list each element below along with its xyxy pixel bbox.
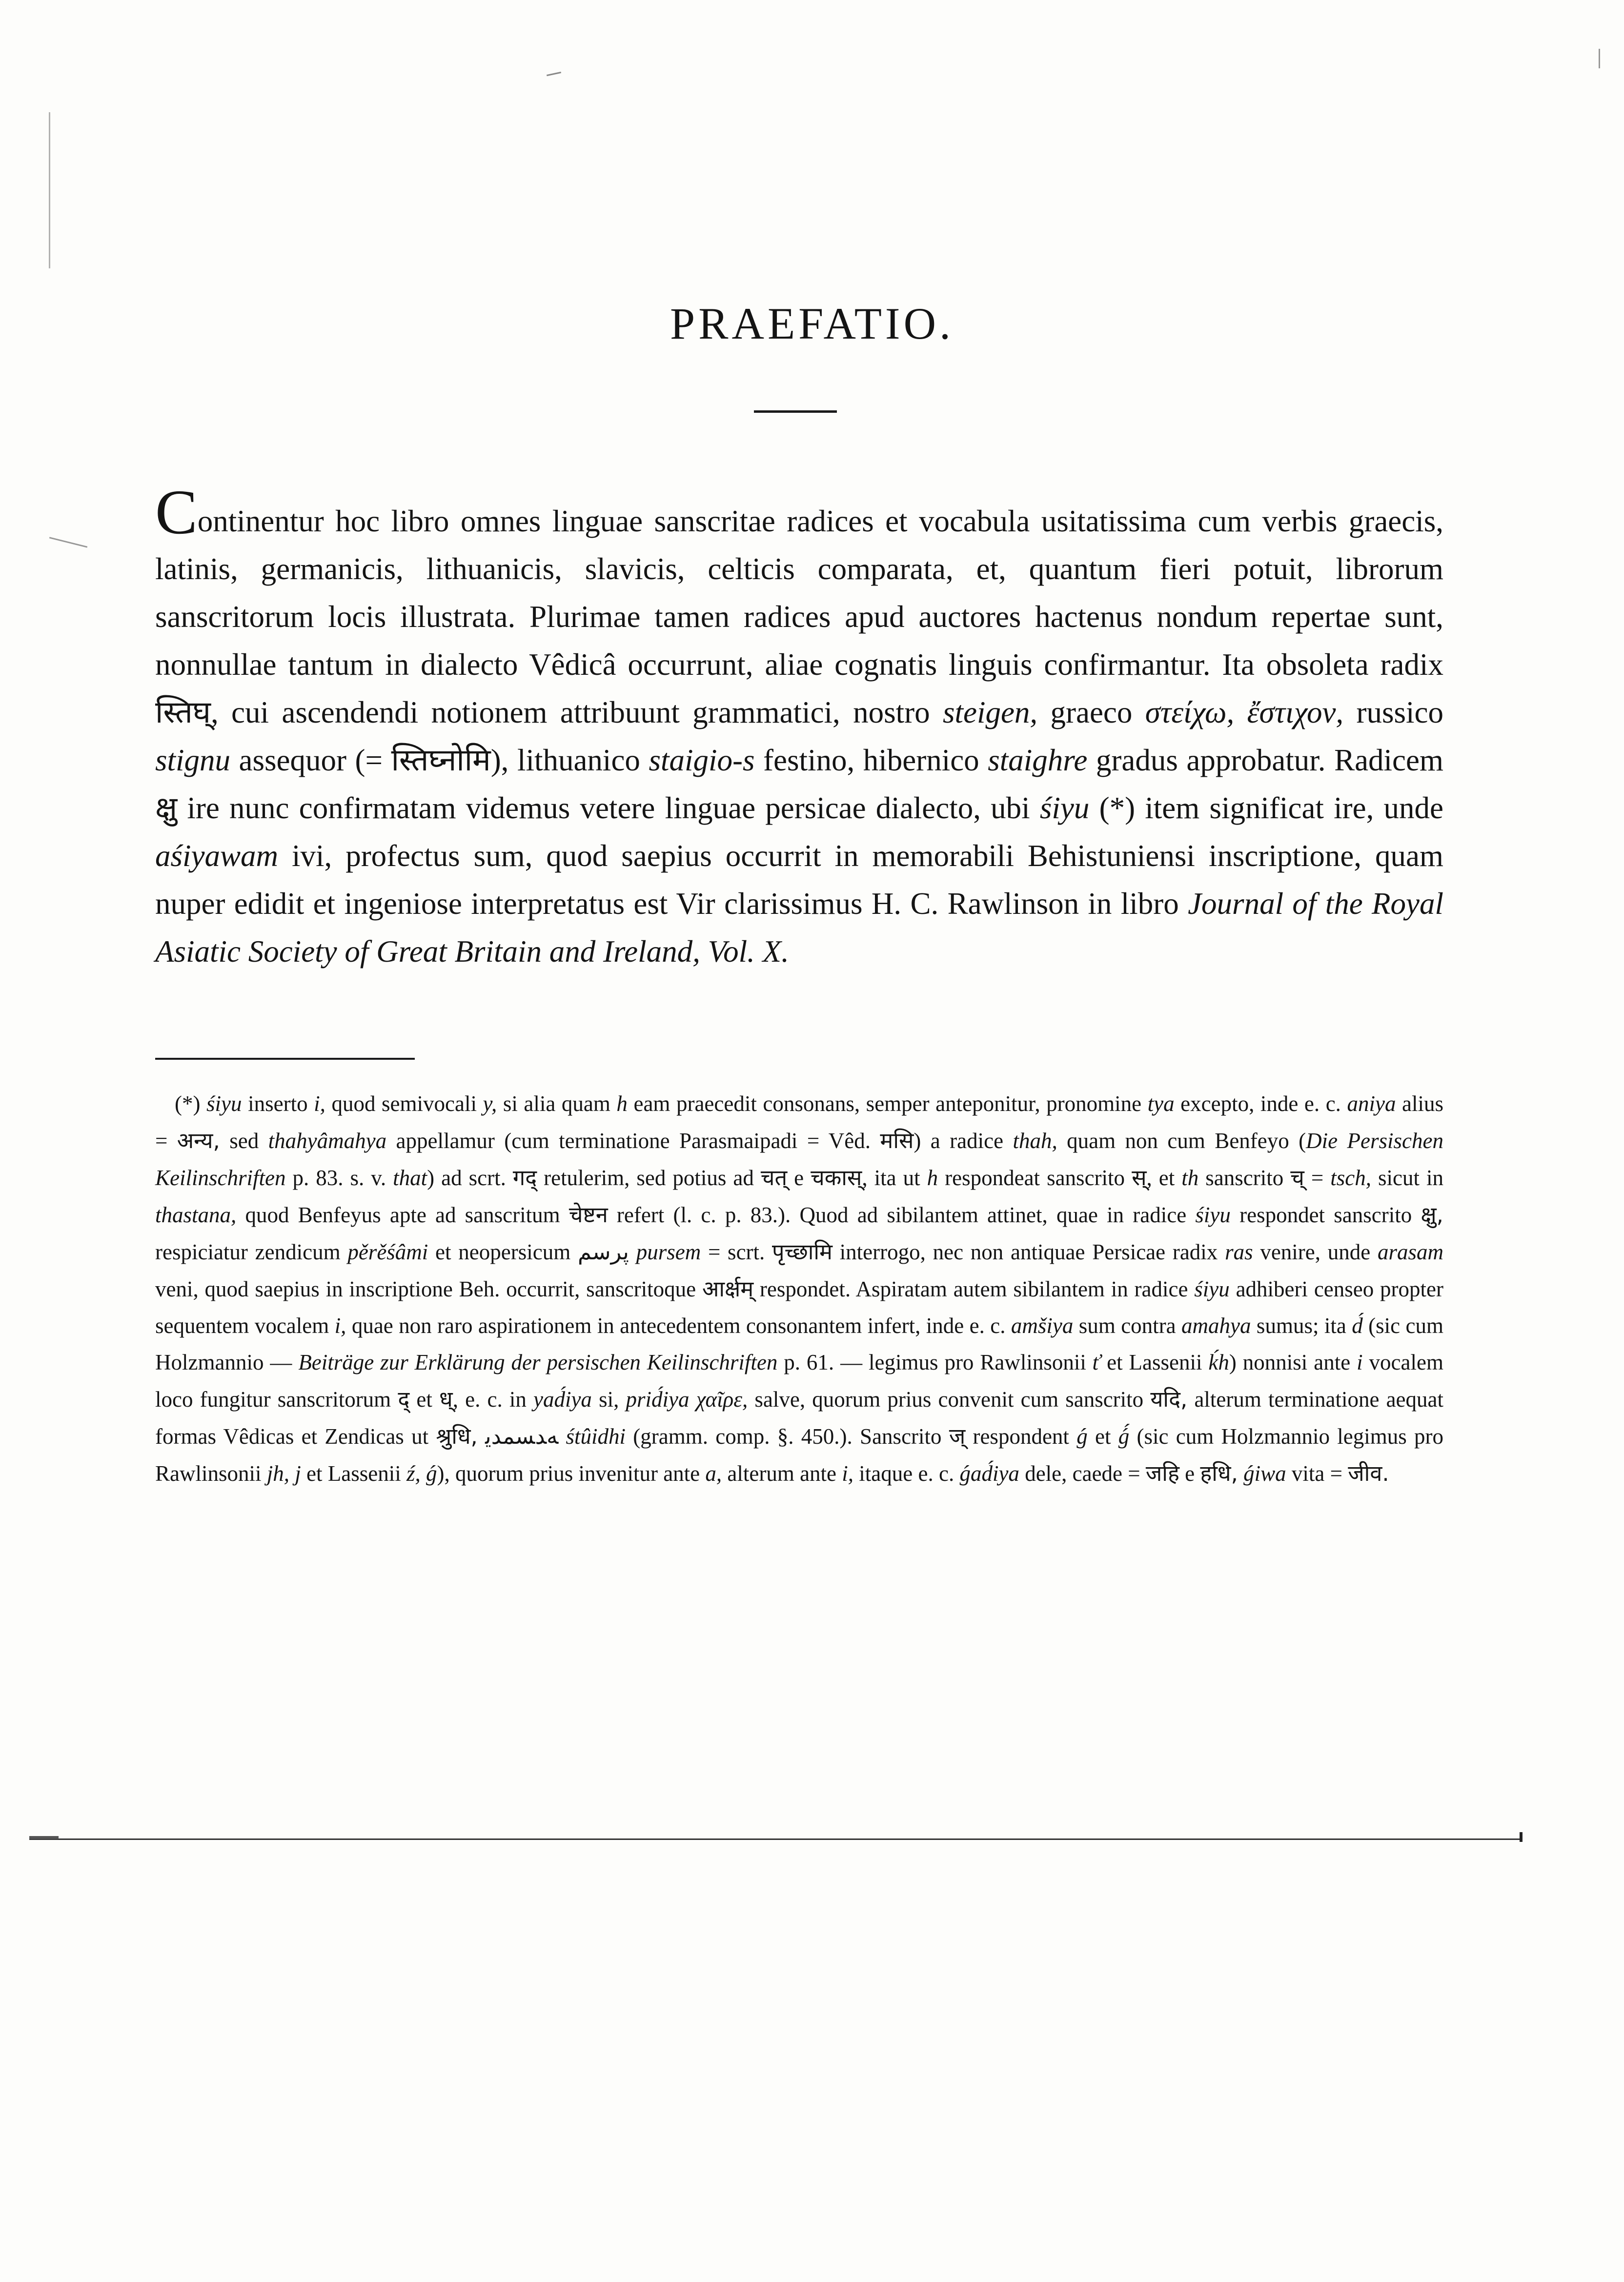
italic-word: steigen, (942, 695, 1038, 729)
page-title: PRAEFATIO. (670, 299, 954, 348)
drop-cap: C (155, 477, 198, 547)
sanskrit-word: गद् (512, 1165, 537, 1191)
italic-word: śiyu (1039, 791, 1090, 825)
title-divider (754, 410, 837, 413)
sanskrit-word: स् (1132, 1165, 1147, 1191)
sanskrit-word: जहि (1145, 1460, 1179, 1486)
sanskrit-word: मसि (880, 1128, 914, 1153)
sanskrit-word: क्षु, (1421, 1202, 1443, 1228)
scan-edge-mark (547, 72, 561, 76)
sanskrit-word: पृच्छामि (772, 1239, 832, 1265)
sanskrit-word: स्तिघ्नोमि (391, 742, 491, 778)
italic-word: stignu (155, 743, 231, 777)
page-bottom-rule (29, 1838, 1522, 1840)
preface-paragraph: Continentur hoc libro omnes linguae sanscritae radices et vocabula usitatissima cum verbis graecis, latinis, germanicis, lithuanicis, slavicis, celticis comparata, et, quantum fieri potuit, librorum sanscritorum locis illustrata. Plurimae tamen radices apud auctores hactenus nondum repertae sunt, nonnullae tantum in dialecto Vêdicâ occurrunt, aliae cognatis linguis confirmantur. Ita obsoleta radix स्तिघ्, cui ascendendi notionem attribuunt grammatici, nostro steigen, graeco στείχω, ἔστιχον, russico stignu assequor (= स्तिघ्नोमि), lithuanico staigio-s festino, hibernico staighre gradus approbatur. Radicem क्षु ire nunc confirmatam videmus vetere linguae persicae dialecto, ubi śiyu (*) item significat ire, unde aśiyawam ivi, profectus sum, quod saepius occurrit in memorabili Behistuniensi inscriptione, quam nuper edidit et ingeniose interpretatus est Vir clarissimus H. C. Rawlinson in libro Journal of the Royal Asiatic Society of Great Britain and Ireland, Vol. X. (155, 477, 1444, 969)
sanskrit-word: यदि, (1150, 1386, 1188, 1412)
zend-word: ﻪﺪﺴﻤﺪﻳ (485, 1423, 559, 1449)
sanskrit-word: जीव. (1348, 1460, 1389, 1486)
sanskrit-word: चेष्टन (568, 1202, 608, 1228)
scan-edge-mark (49, 537, 87, 547)
italic-word: staigio-s (649, 743, 755, 777)
sanskrit-word: श्रुधि, (436, 1423, 478, 1449)
sanskrit-word: ध् (439, 1386, 453, 1412)
persian-word: پرسم (577, 1239, 629, 1265)
sanskrit-word: चकास् (811, 1165, 862, 1191)
italic-word: staighre (988, 743, 1088, 777)
sanskrit-word: अन्य, (177, 1128, 220, 1153)
sanskrit-word: हधि, (1200, 1460, 1238, 1486)
sanskrit-word: क्षु (155, 790, 178, 826)
italic-word: aśiyawam (155, 839, 278, 873)
sanskrit-word: द् (398, 1386, 410, 1412)
sanskrit-word: आर्क्षम् (702, 1276, 754, 1302)
journal-title: Journal of the Royal Asiatic Society of Great Britain and Ireland, Vol. X. (155, 887, 1443, 969)
footnote: (*) śiyu inserto i, quod semivocali y, si alia quam h eam praecedit consonans, semper anteponitur, pronomine tya excepto, inde e. c. aniya alius = अन्य, sed thahyâmahya appellamur (cum terminatione Parasmaipadi = Vêd. मसि) a radice thah, quam non cum Benfeyo (Die Persischen Keilinschriften p. 83. s. v. that) ad scrt. गद् retulerim, sed potius ad चत् e चकास्, ita ut h respondeat sanscrito स्, et th sanscrito च् = tsch, sicut in thastana, quod Benfeyus apte ad sanscritum चेष्टन refert (l. c. p. 83.). Quod ad sibilantem attinet, quae in radice śiyu respondet sanscrito क्षु, respiciatur zendicum pěrěśâmi et neopersicum پرسم pursem = scrt. पृच्छामि interrogo, nec non antiquae Persicae radix ras venire, unde arasam veni, quod saepius in inscriptione Beh. occurrit, sanscritoque आर्क्षम् respondet. Aspiratam autem sibilantem in radice śiyu adhiberi censeo propter sequentem vocalem i, quae non raro aspirationem in antecedentem consonantem infert, inde e. c. amšiya sum contra amahya sumus; ita d́ (sic cum Holzmannio — Beiträge zur Erklärung der persischen Keilinschriften p. 61. — legimus pro Rawlinsonii ť et Lassenii ḱh) nonnisi ante i vocalem loco fungitur sanscritorum द् et ध्, e. c. in yad́iya si, prid́iya χαῖρε, salve, quorum prius convenit cum sanscrito यदि, alterum terminatione aequat formas Vêdicas et Zendicas ut श्रुधि, ﻪﺪﺴﻤﺪﻳ śtûidhi (gramm. comp. §. 450.). Sanscrito ज् respondent ǵ et ǵ́ (sic cum Holzmannio legimus pro Rawlinsonii jh, j et Lassenii ź, ǵ), quorum prius invenitur ante a, alterum ante i, itaque e. c. ǵad́iya dele, caede = जहि e हधि, ǵiwa vita = जीव. (155, 1091, 1444, 1486)
sanskrit-word: स्तिघ् (155, 694, 211, 730)
footnote-marker: (*) (175, 1091, 201, 1116)
greek-word: στείχω, ἔστιχον, (1145, 695, 1344, 729)
scan-edge-mark (49, 112, 50, 268)
footnote-divider (155, 1058, 415, 1060)
sanskrit-word: ज् (949, 1423, 966, 1449)
greek-word: χαῖρε, (696, 1387, 748, 1412)
sanskrit-word: च् (1290, 1165, 1304, 1191)
scan-edge-mark (1599, 49, 1600, 68)
sanskrit-word: चत् (760, 1165, 788, 1191)
